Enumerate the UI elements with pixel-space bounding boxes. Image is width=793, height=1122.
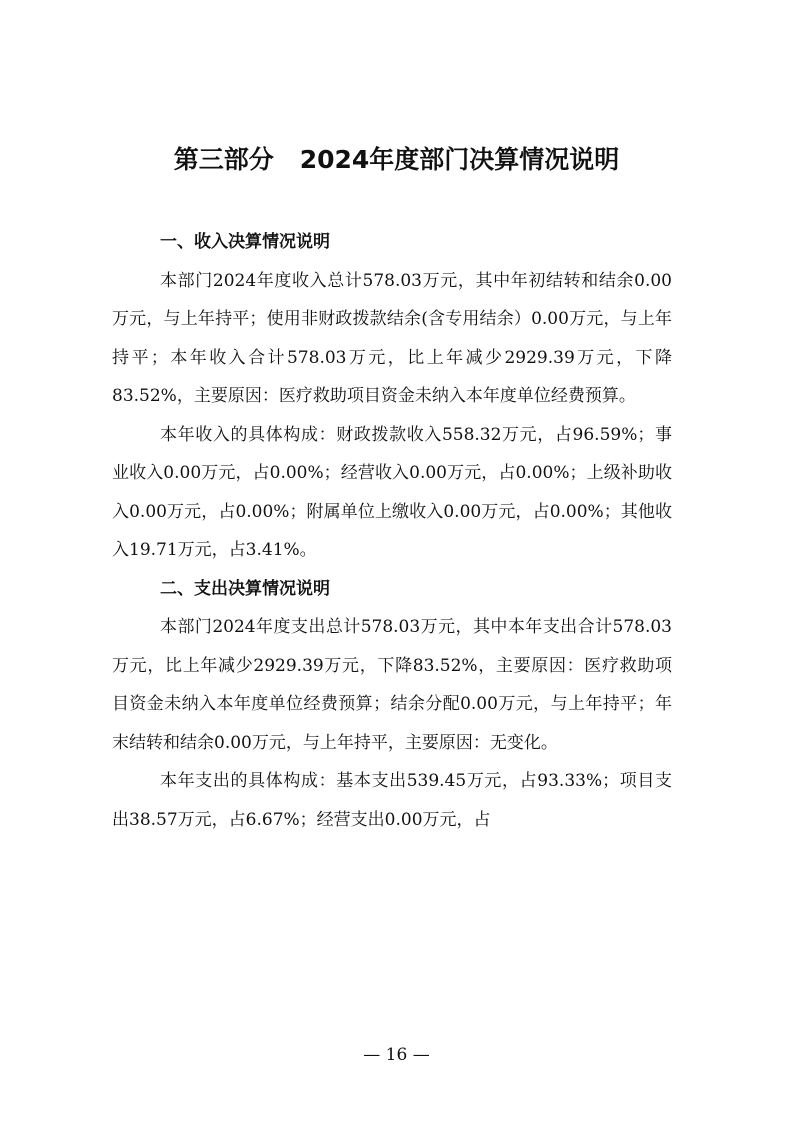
- title-part: 第三部分: [173, 145, 274, 174]
- section-heading: 二、支出决算情况说明: [160, 578, 330, 599]
- section-income: [112, 223, 672, 570]
- document-body: [112, 223, 672, 839]
- paragraph: 本部门2024年度支出总计578.03万元，其中本年支出合计578.03万元，比上年减少2929.39万元，下降83.52%，主要原因：医疗救助项目资金未纳入本年度单位经费预算；结余分配0.00万元，与上年持平；年末结转和结余0.00万元，与上年持平，主要原因：无变化。: [112, 617, 672, 753]
- paragraph: 本年支出的具体构成：基本支出539.45万元，占93.33%；项目支出38.57万元，占6.67%；经营支出0.00万元，占: [112, 771, 672, 830]
- page-title: [0, 140, 793, 180]
- paragraph: 本部门2024年度收入总计578.03万元，其中年初结转和结余0.00万元，与上年持平；使用非财政拨款结余(含专用结余）0.00万元，与上年持平；本年收入合计578.03万元，比上年减少2929.39万元，下降83.52%，主要原因：医疗救助项目资金未纳入本年度单位经费预算。: [112, 270, 672, 406]
- section-expenditure: [112, 570, 672, 840]
- title-main: 2024年度部门决算情况说明: [299, 145, 620, 174]
- paragraph: 本年收入的具体构成：财政拨款收入558.32万元，占96.59%；事业收入0.00万元，占0.00%；经营收入0.00万元，占0.00%；上级补助收入0.00万元，占0.00%；附属单位上缴收入0.00万元，占0.00%；其他收入19.71万元，占3.41%。: [112, 424, 672, 560]
- section-heading: 一、收入决算情况说明: [160, 232, 330, 252]
- page-number: — 16 —: [363, 1045, 430, 1065]
